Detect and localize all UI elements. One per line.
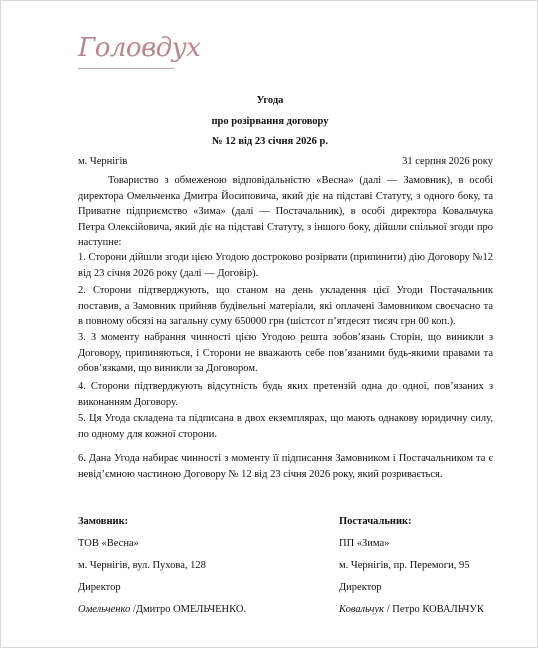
supplier-signatory-name: / Петро КОВАЛЬЧУК	[384, 604, 484, 615]
supplier-signature: Ковальчук	[339, 604, 385, 615]
clause-4: 4. Сторони підтверджують відсутність будь яких претензій одна до одної, пов’язаних з виконанням Договору.	[78, 381, 493, 408]
customer-name: ТОВ «Весна»	[78, 538, 139, 549]
place-of-signing: м. Чернігів	[78, 156, 128, 167]
supplier-address: м. Чернігів, пр. Перемоги, 95	[339, 560, 470, 571]
clause-5: 5. Ця Угода складена та підписана в двох екземплярах, що мають однакову юридичну силу, по одному для кожної сторони.	[78, 413, 493, 440]
document-number: № 12 від 23 січня 2026 р.	[212, 136, 328, 147]
clause-2: 2. Сторони підтверджують, що станом на день укладення цієї Угоди Постачальник поставив, а Замовник прийняв будівельні матеріали, які оплачені Замовником своєчасно та в повному обсязі на загальну суму 650000 грн (шістсот п’ятдесят тисяч грн 00 коп.).	[78, 285, 493, 327]
supplier-position: Директор	[339, 582, 382, 593]
document-title: Угода	[256, 95, 284, 106]
clause-6: 6. Дана Угода набирає чинності з моменту її підписання Замовником і Постачальником та є невід’ємною частиною Договору № 12 від 23 січня 2026 року, який розривається.	[78, 453, 493, 480]
supplier-name: ПП «Зима»	[339, 538, 390, 549]
customer-signatory-name: /Дмитро ОМЕЛЬЧЕНКО.	[130, 604, 247, 615]
customer-signature: Омельченко	[78, 604, 131, 615]
customer-heading: Замовник:	[78, 516, 129, 527]
intro-paragraph: Товариство з обмеженою відповідальністю «Весна» (далі — Замовник), в особі директора Омельченка Дмитра Йосиповича, який діє на підставі Статуту, з одного боку, та Приватне підприємство «Зима» (далі — Постачальник), в особі директора Ковальчука Петра Олексійовича, який діє на підставі Статуту, з іншого боку, дійшли спільної згоди про наступне:	[78, 175, 493, 248]
logo-underline	[78, 68, 174, 69]
company-logo: Головдух	[78, 33, 201, 63]
clause-3: 3. З моменту набрання чинності цією Угодою решта зобов’язань Сторін, що виникли з Договору, припиняються, і Сторони не вважають себе пов’язаними будь-якими правами та обов’язками, що виникли за Договором.	[78, 332, 493, 374]
customer-position: Директор	[78, 582, 121, 593]
clause-1: 1. Сторони дійшли згоди цією Угодою достроково розірвати (припинити) дію Договору №12 від 23 січня 2026 року (далі — Договір).	[78, 252, 493, 279]
supplier-signature-line	[339, 604, 484, 615]
signing-date: 31 серпня 2026 року	[402, 156, 493, 167]
customer-signature-line	[78, 604, 246, 615]
supplier-heading: Постачальник:	[339, 516, 412, 527]
customer-address: м. Чернігів, вул. Пухова, 128	[78, 560, 206, 571]
document-subtitle: про розірвання договору	[211, 116, 329, 127]
